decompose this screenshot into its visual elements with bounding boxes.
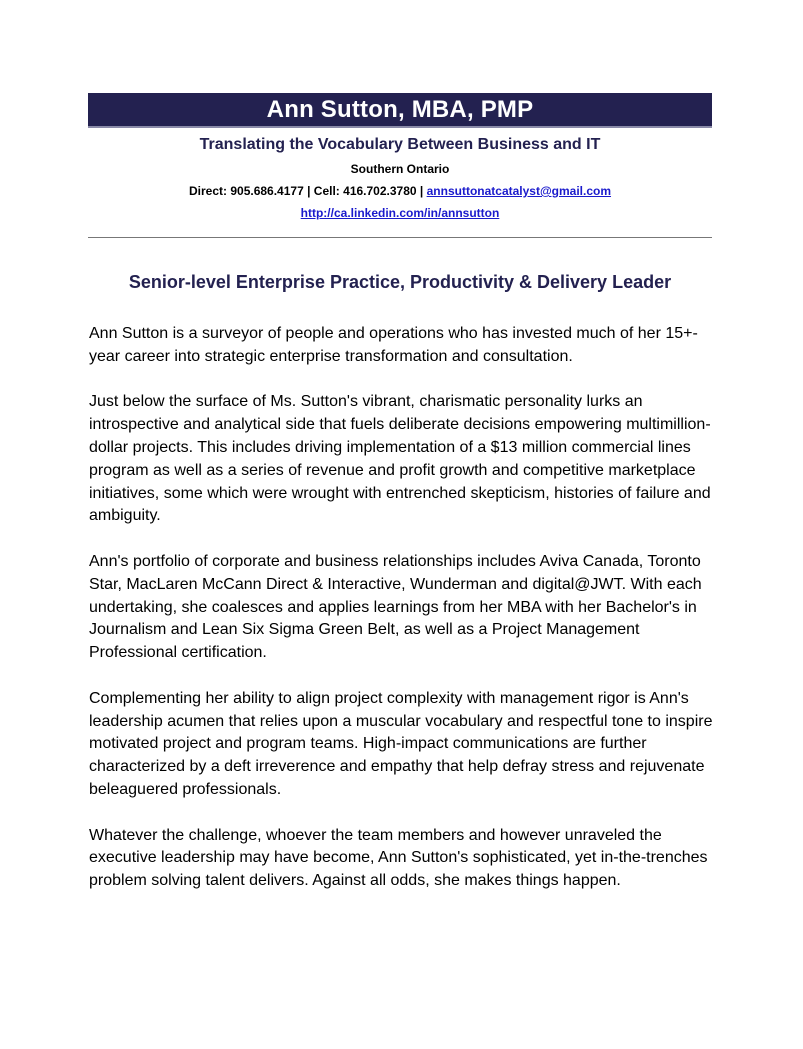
location: Southern Ontario [350,162,450,176]
paragraph: Complementing her ability to align project complexity with management rigor is Ann's leadership acumen that relies upon a muscular vocabulary and respectful tone to inspire motivated project and program teams. High-impact communications are further characterized by a deft irreverence and empathy that help defray stress and rejuvenate beleaguered professionals. [89,689,713,798]
tagline: Translating the Vocabulary Between Business and IT [199,136,601,153]
candidate-name: Ann Sutton, MBA, PMP [266,95,534,123]
cell-label: Cell: [313,184,340,198]
contact-line [88,183,712,199]
paragraph: Ann's portfolio of corporate and business relationships includes Aviva Canada, Toronto Star, MacLaren McCann Direct & Interactive, Wunderman and digital@JWT. With each undertaking, she coalesces and applies learnings from her MBA with her Bachelor's in Journalism and Lean Six Sigma Green Belt, as well as a Project Management Professional certification. [89,552,702,662]
separator: | [307,184,311,198]
linkedin-link[interactable]: http://ca.linkedin.com/in/annsutton [300,206,500,220]
cell-number: 416.702.3780 [343,184,417,198]
separator: | [419,184,424,198]
direct-label: Direct: [188,184,227,198]
paragraph: Ann Sutton is a surveyor of people and operations who has invested much of her 15+-year career into strategic enterprise transformation and consultation. [89,325,698,365]
direct-number: 905.686.4177 [230,184,304,198]
paragraph: Just below the surface of Ms. Sutton's vibrant, charismatic personality lurks an introspective and analytical side that fuels deliberate decisions empowering multimillion-dollar projects. This includes driving implementation of a $13 million commercial lines program as well as a series of revenue and profit growth and competitive marketplace initiatives, some which were wrought with entrenched skepticism, histories of failure and ambiguity. [89,393,711,525]
header-divider [88,237,712,238]
linkedin-line [88,205,712,221]
email-link[interactable]: annsuttonatcatalyst@gmail.com [426,184,612,198]
summary-body [89,323,713,916]
section-heading: Senior-level Enterprise Practice, Productivity & Delivery Leader [128,272,672,292]
paragraph: Whatever the challenge, whoever the team members and however unraveled the executive leadership may have become, Ann Sutton's sophisticated, yet in-the-trenches problem solving talent delivers. Against all odds, she makes things happen. [89,826,708,890]
name-banner [88,93,712,128]
